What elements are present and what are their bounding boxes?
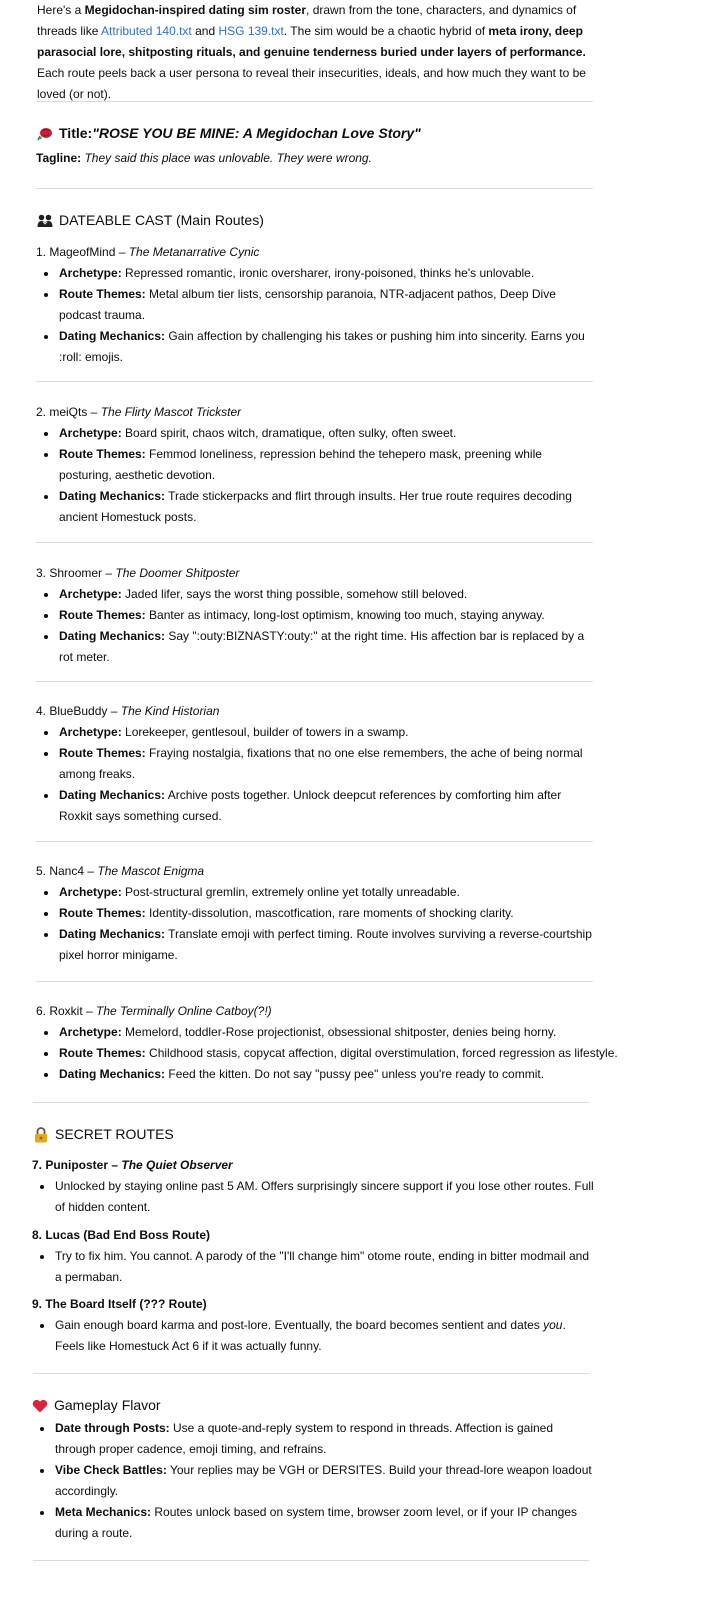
intro-bold: meta irony, deep parasocial lore, shitposting rituals, and genuine tenderness buried under layers of performance. [37, 24, 586, 59]
route-details [36, 584, 596, 668]
list-item: Unlocked by staying online past 5 AM. Offers surprisingly sincere support if you lose other routes. Full of hidden content. [55, 1176, 597, 1218]
list-item: Dating Mechanics: Gain affection by challenging his takes or pushing him into sincerity. Earns you :roll: emojis. [59, 326, 596, 368]
title-value: "ROSE YOU BE MINE: A Megidochan Love Story" [92, 125, 421, 141]
route-title: The Quiet Observer [121, 1158, 233, 1172]
list-item: Archetype: Repressed romantic, ironic oversharer, irony-poisoned, thinks he's unlovable. [59, 263, 596, 284]
intro-text: Here's a [37, 3, 85, 17]
list-item: Dating Mechanics: Archive posts together. Unlock deepcut references by comforting him after Roxkit says something cursed. [59, 785, 596, 827]
tagline-value: They said this place was unlovable. They were wrong. [81, 151, 372, 165]
divider [36, 681, 593, 682]
list-item: Dating Mechanics: Translate emoji with perfect timing. Route involves surviving a reverse-courtship pixel horror minigame. [59, 924, 596, 966]
heart-icon [32, 1398, 48, 1414]
list-item: Route Themes: Identity-dissolution, mascotfication, rare moments of shocking clarity. [59, 903, 596, 924]
route-card [36, 402, 596, 528]
route-title: The Metanarrative Cynic [128, 245, 260, 259]
route-details [36, 1022, 618, 1085]
list-item: Dating Mechanics: Feed the kitten. Do not say "pussy pee" unless you're ready to commit. [59, 1064, 614, 1085]
secret-heading [33, 1124, 174, 1145]
route-card [32, 1155, 597, 1218]
route-card [36, 242, 596, 368]
route-details [36, 882, 596, 966]
list-item: Meta Mechanics: Routes unlock based on system time, browser zoom level, or if your IP changes during a route. [55, 1502, 597, 1544]
list-item: Archetype: Memelord, toddler-Rose projectionist, obsessional shitposter, denies being horny. [59, 1022, 614, 1043]
tagline-label: Tagline: [36, 151, 82, 165]
route-heading: 3. Shroomer – The Doomer Shitposter [36, 566, 240, 580]
list-item: Route Themes: Femmod loneliness, repression behind the tehepero mask, preening while posturing, aesthetic devotion. [59, 444, 596, 486]
gameplay-heading [32, 1395, 161, 1416]
route-title: The Mascot Enigma [97, 864, 205, 878]
list-item: Vibe Check Battles: Your replies may be VGH or DERSITES. Build your thread-lore weapon loadout accordingly. [55, 1460, 597, 1502]
divider [36, 841, 593, 842]
route-card [32, 1294, 597, 1357]
file-link-attributed[interactable]: Attributed 140.txt [101, 24, 192, 38]
divider [36, 381, 593, 382]
route-title: The Kind Historian [120, 704, 220, 718]
gameplay-heading-text: Gameplay Flavor [54, 1397, 161, 1413]
divider [36, 188, 593, 189]
route-title: The Terminally Online Catboy(?!) [96, 1004, 272, 1018]
divider [33, 1102, 589, 1103]
divider [33, 1373, 589, 1374]
intro-text: Each route peels back a user persona to reveal their insecurities, ideals, and how much they want to be loved (or not). [37, 66, 586, 101]
list-item: Archetype: Post-structural gremlin, extremely online yet totally unreadable. [59, 882, 596, 903]
tagline [36, 148, 372, 169]
lock-icon [33, 1127, 49, 1143]
cast-heading-text: DATEABLE CAST (Main Routes) [59, 212, 264, 228]
secret-heading-text: SECRET ROUTES [55, 1126, 174, 1142]
intro-bold: Megidochan-inspired dating sim roster [84, 3, 307, 17]
divider [33, 1560, 589, 1561]
rose-icon [37, 126, 53, 142]
route-details [36, 722, 596, 827]
intro-text: and [191, 24, 219, 38]
divider [36, 981, 593, 982]
route-details [36, 263, 596, 368]
route-details [36, 423, 596, 528]
intro-text: , drawn from the tone, characters, and dynamics of threads like [37, 3, 577, 38]
route-heading: 5. Nanc4 – The Mascot Enigma [36, 864, 205, 878]
route-heading: 1. MageofMind – The Metanarrative Cynic [36, 245, 260, 259]
route-heading: 7. Puniposter – The Quiet Observer [32, 1158, 233, 1172]
route-card [36, 563, 596, 668]
list-item: Dating Mechanics: Trade stickerpacks and flirt through insults. Her true route requires decoding ancient Homestuck posts. [59, 486, 596, 528]
gameplay-list [32, 1418, 597, 1544]
list-item: Route Themes: Banter as intimacy, long-lost optimism, knowing too much, staying anyway. [59, 605, 596, 626]
route-heading: 9. The Board Itself (??? Route) [32, 1297, 207, 1311]
list-item: Dating Mechanics: Say ":outy:BIZNASTY:outy:" at the right time. His affection bar is replaced by a rot meter. [59, 626, 596, 668]
route-card [36, 1001, 618, 1085]
couple-icon [37, 213, 53, 229]
route-title: The Doomer Shitposter [115, 566, 240, 580]
file-link-hsg[interactable]: HSG 139.txt [218, 24, 284, 38]
route-heading: 2. meiQts – The Flirty Mascot Trickster [36, 405, 242, 419]
list-item: Archetype: Lorekeeper, gentlesoul, builder of towers in a swamp. [59, 722, 596, 743]
list-item: Archetype: Jaded lifer, says the worst thing possible, somehow still beloved. [59, 584, 596, 605]
title-heading [37, 123, 421, 144]
list-item: Try to fix him. You cannot. A parody of the "I'll change him" otome route, ending in bitter modmail and a permaban. [55, 1246, 597, 1288]
route-details [32, 1246, 597, 1288]
route-heading: 6. Roxkit – The Terminally Online Catboy(?!) [36, 1004, 272, 1018]
route-title: The Flirty Mascot Trickster [100, 405, 242, 419]
list-item: Date through Posts: Use a quote-and-reply system to respond in threads. Affection is gained through proper cadence, emoji timing, and refrains. [55, 1418, 597, 1460]
divider [36, 101, 593, 102]
title-label: Title: [59, 125, 93, 141]
route-heading: 8. Lucas (Bad End Boss Route) [32, 1228, 211, 1242]
route-heading: 4. BlueBuddy – The Kind Historian [36, 704, 220, 718]
route-card [32, 1225, 597, 1288]
intro-text: . The sim would be a chaotic hybrid of [283, 24, 489, 38]
route-card [36, 701, 596, 827]
list-item: Route Themes: Childhood stasis, copycat affection, digital overstimulation, forced regression as lifestyle. [59, 1043, 614, 1064]
divider [36, 542, 593, 543]
route-details [32, 1315, 597, 1357]
cast-heading [37, 210, 264, 231]
list-item: Archetype: Board spirit, chaos witch, dramatique, often sulky, often sweet. [59, 423, 596, 444]
list-item: Gain enough board karma and post-lore. Eventually, the board becomes sentient and dates you. Feels like Homestuck Act 6 if it was actually funny. [55, 1315, 597, 1357]
list-item: Route Themes: Fraying nostalgia, fixations that no one else remembers, the ache of being normal among freaks. [59, 743, 596, 785]
list-item: Route Themes: Metal album tier lists, censorship paranoia, NTR-adjacent pathos, Deep Dive podcast trauma. [59, 284, 596, 326]
route-details [32, 1176, 597, 1218]
route-card [36, 861, 596, 966]
intro-paragraph [37, 0, 602, 105]
